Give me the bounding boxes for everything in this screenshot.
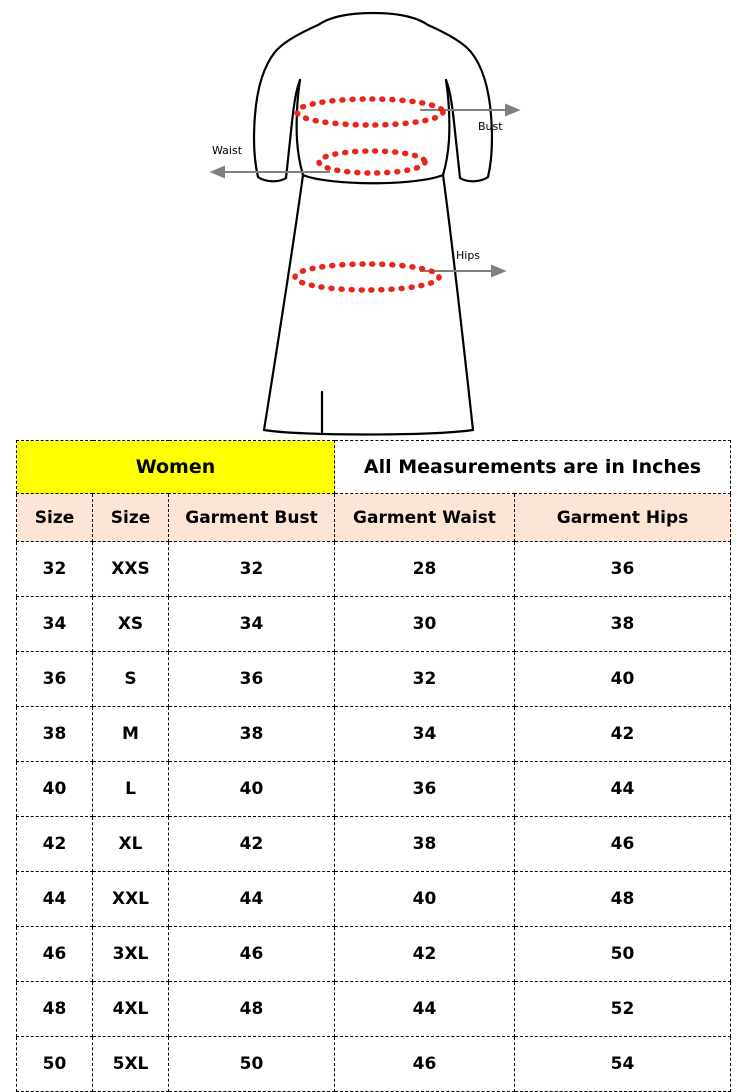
table-cell: 42 [515,707,731,762]
column-header: Size [93,494,169,542]
table-cell: 38 [169,707,335,762]
table-cell: 5XL [93,1037,169,1092]
table-cell: 32 [169,542,335,597]
table-cell: 48 [169,982,335,1037]
table-cell: 38 [17,707,93,762]
table-cell: 34 [17,597,93,652]
size-chart-illustration [0,0,746,440]
table-cell: 40 [515,652,731,707]
table-cell: 44 [169,872,335,927]
table-cell: 46 [515,817,731,872]
table-cell: 36 [169,652,335,707]
table-cell: 52 [515,982,731,1037]
hips-label: Hips [456,249,481,262]
table-cell: 4XL [93,982,169,1037]
table-cell: 3XL [93,927,169,982]
table-header-row [17,494,731,542]
table-cell: XS [93,597,169,652]
table-cell: 42 [17,817,93,872]
table-cell: XXL [93,872,169,927]
size-chart-table [16,440,731,1092]
table-cell: 44 [515,762,731,817]
table-cell: 48 [17,982,93,1037]
hips-ellipse [295,264,439,290]
table-cell: 36 [515,542,731,597]
table-cell: 50 [515,927,731,982]
table-cell: 36 [17,652,93,707]
column-header: Garment Hips [515,494,731,542]
dress-figure-svg [0,0,746,440]
bust-label: Bust [478,120,503,133]
table-banner-row [17,441,731,494]
table-row [17,1037,731,1092]
waist-label: Waist [212,144,243,157]
banner-women-cell: Women [17,441,335,494]
table-row [17,542,731,597]
table-cell: 38 [515,597,731,652]
table-row [17,927,731,982]
table-row [17,652,731,707]
table-cell: 36 [335,762,515,817]
waist-ellipse [319,151,425,173]
table-cell: 32 [17,542,93,597]
table-cell: 42 [335,927,515,982]
table-cell: 32 [335,652,515,707]
table-cell: 34 [169,597,335,652]
table-cell: 50 [169,1037,335,1092]
column-header: Garment Waist [335,494,515,542]
column-header: Size [17,494,93,542]
table-cell: 30 [335,597,515,652]
table-cell: 44 [335,982,515,1037]
size-table-container [16,440,730,1092]
table-cell: L [93,762,169,817]
table-cell: M [93,707,169,762]
garment-outline [254,13,492,435]
table-cell: S [93,652,169,707]
table-cell: 40 [17,762,93,817]
bust-ellipse [297,99,443,125]
table-cell: XL [93,817,169,872]
table-cell: 28 [335,542,515,597]
table-cell: 46 [169,927,335,982]
banner-measurements-cell: All Measurements are in Inches [335,441,731,494]
table-cell: 44 [17,872,93,927]
table-cell: 40 [169,762,335,817]
table-row [17,597,731,652]
measurement-ellipses [295,99,443,290]
table-cell: 46 [17,927,93,982]
table-cell: 34 [335,707,515,762]
table-cell: 46 [335,1037,515,1092]
table-cell: 38 [335,817,515,872]
column-header: Garment Bust [169,494,335,542]
table-cell: 50 [17,1037,93,1092]
table-row [17,982,731,1037]
table-row [17,707,731,762]
table-row [17,872,731,927]
table-cell: 48 [515,872,731,927]
table-cell: 40 [335,872,515,927]
table-row [17,762,731,817]
table-cell: 42 [169,817,335,872]
table-cell: 54 [515,1037,731,1092]
table-cell: XXS [93,542,169,597]
table-row [17,817,731,872]
